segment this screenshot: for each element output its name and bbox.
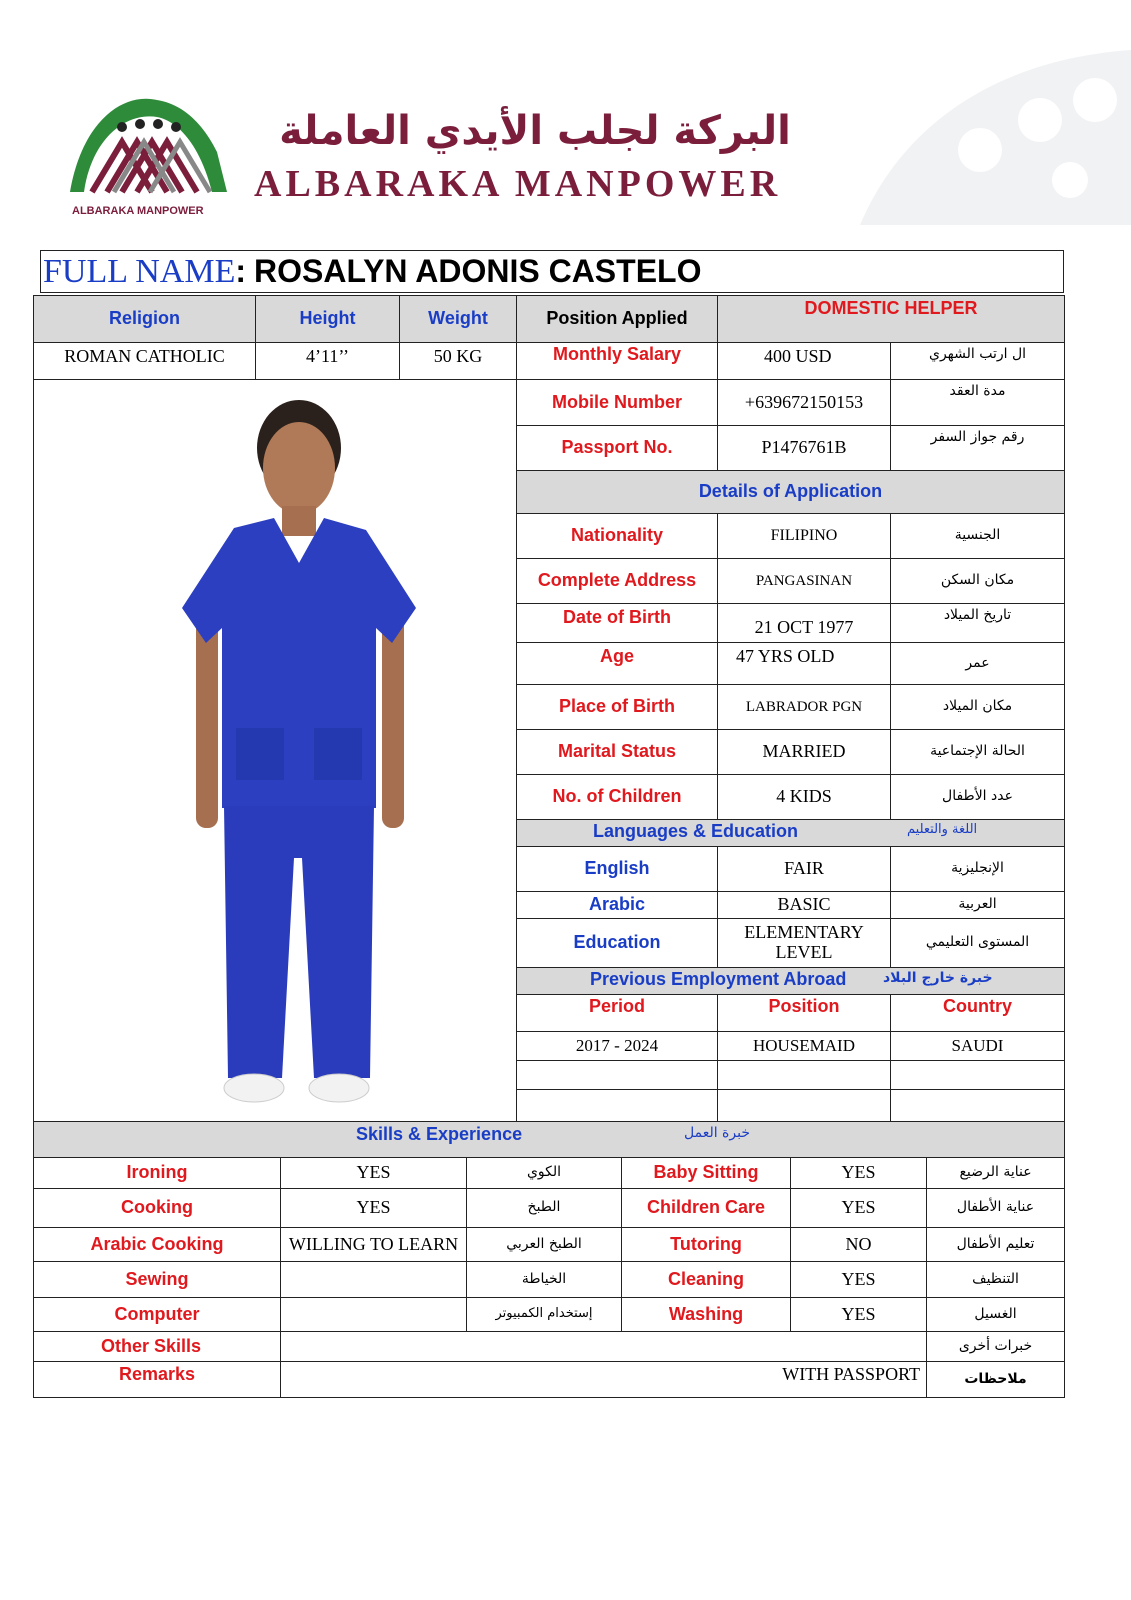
details-title: Details of Application — [516, 470, 1065, 514]
weight-label: Weight — [399, 295, 517, 343]
employment-position-2 — [717, 1060, 891, 1090]
dob-label: Date of Birth — [516, 603, 718, 643]
skill-left-label: Sewing — [33, 1261, 281, 1298]
logo-caption: ALBARAKA MANPOWER — [72, 205, 204, 217]
skill-left-arabic: الطبخ العربي — [466, 1227, 622, 1262]
skill-left-arabic: الكوي — [466, 1157, 622, 1189]
employment-position-3 — [717, 1089, 891, 1122]
languages-title-arabic: اللغة والتعليم — [907, 822, 978, 837]
employment-title-bar — [516, 967, 1065, 995]
full-name-label: FULL NAME — [43, 252, 236, 290]
skill-right-value: YES — [790, 1157, 927, 1189]
full-name-box — [40, 250, 1064, 293]
photo-frame — [33, 379, 517, 1122]
education-arabic: المستوى التعليمي — [890, 918, 1065, 968]
position-header: Position — [717, 994, 891, 1032]
skill-left-value — [280, 1297, 467, 1332]
skill-left-value: WILLING TO LEARN — [280, 1227, 467, 1262]
arabic-value: BASIC — [717, 891, 891, 919]
skill-right-value: YES — [790, 1297, 927, 1332]
employment-period-3 — [516, 1089, 718, 1122]
skill-right-value: NO — [790, 1227, 927, 1262]
mobile-number-label: Mobile Number — [516, 379, 718, 426]
languages-title-bar — [516, 819, 1065, 847]
passport-no-value: P1476761B — [717, 425, 891, 471]
arabic-label: Arabic — [516, 891, 718, 919]
education-value: ELEMENTARY LEVEL — [717, 918, 891, 968]
company-logo-icon — [62, 82, 232, 202]
children-label: No. of Children — [516, 774, 718, 820]
children-value: 4 KIDS — [717, 774, 891, 820]
other-skills-label: Other Skills — [33, 1331, 281, 1362]
height-label: Height — [255, 295, 400, 343]
employment-title: Previous Employment Abroad — [590, 969, 847, 989]
skill-right-label: Tutoring — [621, 1227, 791, 1262]
languages-title: Languages & Education — [593, 821, 799, 841]
employment-position-1: HOUSEMAID — [717, 1031, 891, 1061]
full-name-separator: : — [235, 253, 247, 289]
address-arabic: مكان السكن — [890, 558, 1065, 604]
skill-right-arabic: الغسيل — [926, 1297, 1065, 1332]
skill-right-value: YES — [790, 1261, 927, 1298]
employment-title-arabic: خبرة خارج البلاد — [883, 970, 993, 986]
skills-title: Skills & Experience — [356, 1124, 523, 1144]
skills-title-bar — [33, 1121, 1065, 1158]
passport-no-label: Passport No. — [516, 425, 718, 471]
dob-arabic: تاريخ الميلاد — [890, 603, 1065, 643]
watermark-logo — [840, 40, 1131, 230]
skill-left-value: YES — [280, 1157, 467, 1189]
skills-title-arabic: خبرة العمل — [684, 1125, 750, 1141]
place-of-birth-arabic: مكان الميلاد — [890, 684, 1065, 730]
employment-country-3 — [890, 1089, 1065, 1122]
place-of-birth-value: LABRADOR PGN — [717, 684, 891, 730]
remarks-arabic: ملاحظات — [926, 1361, 1065, 1398]
company-name-english: ALBARAKA MANPOWER — [254, 163, 782, 205]
mobile-number-arabic: مدة العقد — [890, 379, 1065, 426]
monthly-salary-label: Monthly Salary — [516, 342, 718, 380]
children-arabic: عدد الأطفال — [890, 774, 1065, 820]
position-applied-value: DOMESTIC HELPER — [717, 295, 1065, 343]
skill-left-label: Arabic Cooking — [33, 1227, 281, 1262]
position-applied-label: Position Applied — [516, 295, 718, 343]
religion-value: ROMAN CATHOLIC — [33, 342, 256, 380]
full-name-value: ROSALYN ADONIS CASTELO — [254, 253, 702, 289]
employment-period-1: 2017 - 2024 — [516, 1031, 718, 1061]
education-label: Education — [516, 918, 718, 968]
skill-left-label: Ironing — [33, 1157, 281, 1189]
monthly-salary-arabic: ال ارتب الشهري — [890, 342, 1065, 380]
nationality-value: FILIPINO — [717, 513, 891, 559]
skill-right-label: Cleaning — [621, 1261, 791, 1298]
age-label: Age — [516, 642, 718, 685]
skill-right-arabic: تعليم الأطفال — [926, 1227, 1065, 1262]
english-label: English — [516, 846, 718, 892]
address-label: Complete Address — [516, 558, 718, 604]
company-name-arabic: البركة لجلب الأيدي العاملة — [279, 108, 791, 154]
skill-right-label: Baby Sitting — [621, 1157, 791, 1189]
skill-left-arabic: الطبخ — [466, 1188, 622, 1228]
address-value: PANGASINAN — [717, 558, 891, 604]
skill-right-arabic: عناية الأطفال — [926, 1188, 1065, 1228]
monthly-salary-value: 400 USD — [717, 342, 891, 380]
skill-right-arabic: عناية الرضيع — [926, 1157, 1065, 1189]
place-of-birth-label: Place of Birth — [516, 684, 718, 730]
english-arabic: الإنجليزية — [890, 846, 1065, 892]
age-arabic: عمر — [890, 642, 1065, 685]
skill-right-label: Children Care — [621, 1188, 791, 1228]
marital-status-label: Marital Status — [516, 729, 718, 775]
skill-left-arabic: الخياطة — [466, 1261, 622, 1298]
dob-value: 21 OCT 1977 — [717, 603, 891, 643]
english-value: FAIR — [717, 846, 891, 892]
nationality-label: Nationality — [516, 513, 718, 559]
candidate-photo — [154, 388, 444, 1118]
skill-left-value: YES — [280, 1188, 467, 1228]
skill-left-label: Computer — [33, 1297, 281, 1332]
skill-left-label: Cooking — [33, 1188, 281, 1228]
country-header: Country — [890, 994, 1065, 1032]
arabic-arabic: العربية — [890, 891, 1065, 919]
nationality-arabic: الجنسية — [890, 513, 1065, 559]
remarks-value: WITH PASSPORT — [280, 1361, 927, 1398]
employment-country-1: SAUDI — [890, 1031, 1065, 1061]
religion-label: Religion — [33, 295, 256, 343]
header — [0, 0, 1131, 240]
period-header: Period — [516, 994, 718, 1032]
age-value: 47 YRS OLD — [717, 642, 891, 685]
other-skills-value — [280, 1331, 927, 1362]
remarks-label: Remarks — [33, 1361, 281, 1398]
marital-status-value: MARRIED — [717, 729, 891, 775]
mobile-number-value: +639672150153 — [717, 379, 891, 426]
skill-left-arabic: إستخدام الكمبيوتر — [466, 1297, 622, 1332]
marital-status-arabic: الحالة الإجتماعية — [890, 729, 1065, 775]
skill-right-label: Washing — [621, 1297, 791, 1332]
weight-value: 50 KG — [399, 342, 517, 380]
skill-left-value — [280, 1261, 467, 1298]
other-skills-arabic: خبرات أخرى — [926, 1331, 1065, 1362]
skill-right-value: YES — [790, 1188, 927, 1228]
employment-period-2 — [516, 1060, 718, 1090]
height-value: 4’11’’ — [255, 342, 400, 380]
skill-right-arabic: التنظيف — [926, 1261, 1065, 1298]
passport-no-arabic: رقم جواز السفر — [890, 425, 1065, 471]
employment-country-2 — [890, 1060, 1065, 1090]
